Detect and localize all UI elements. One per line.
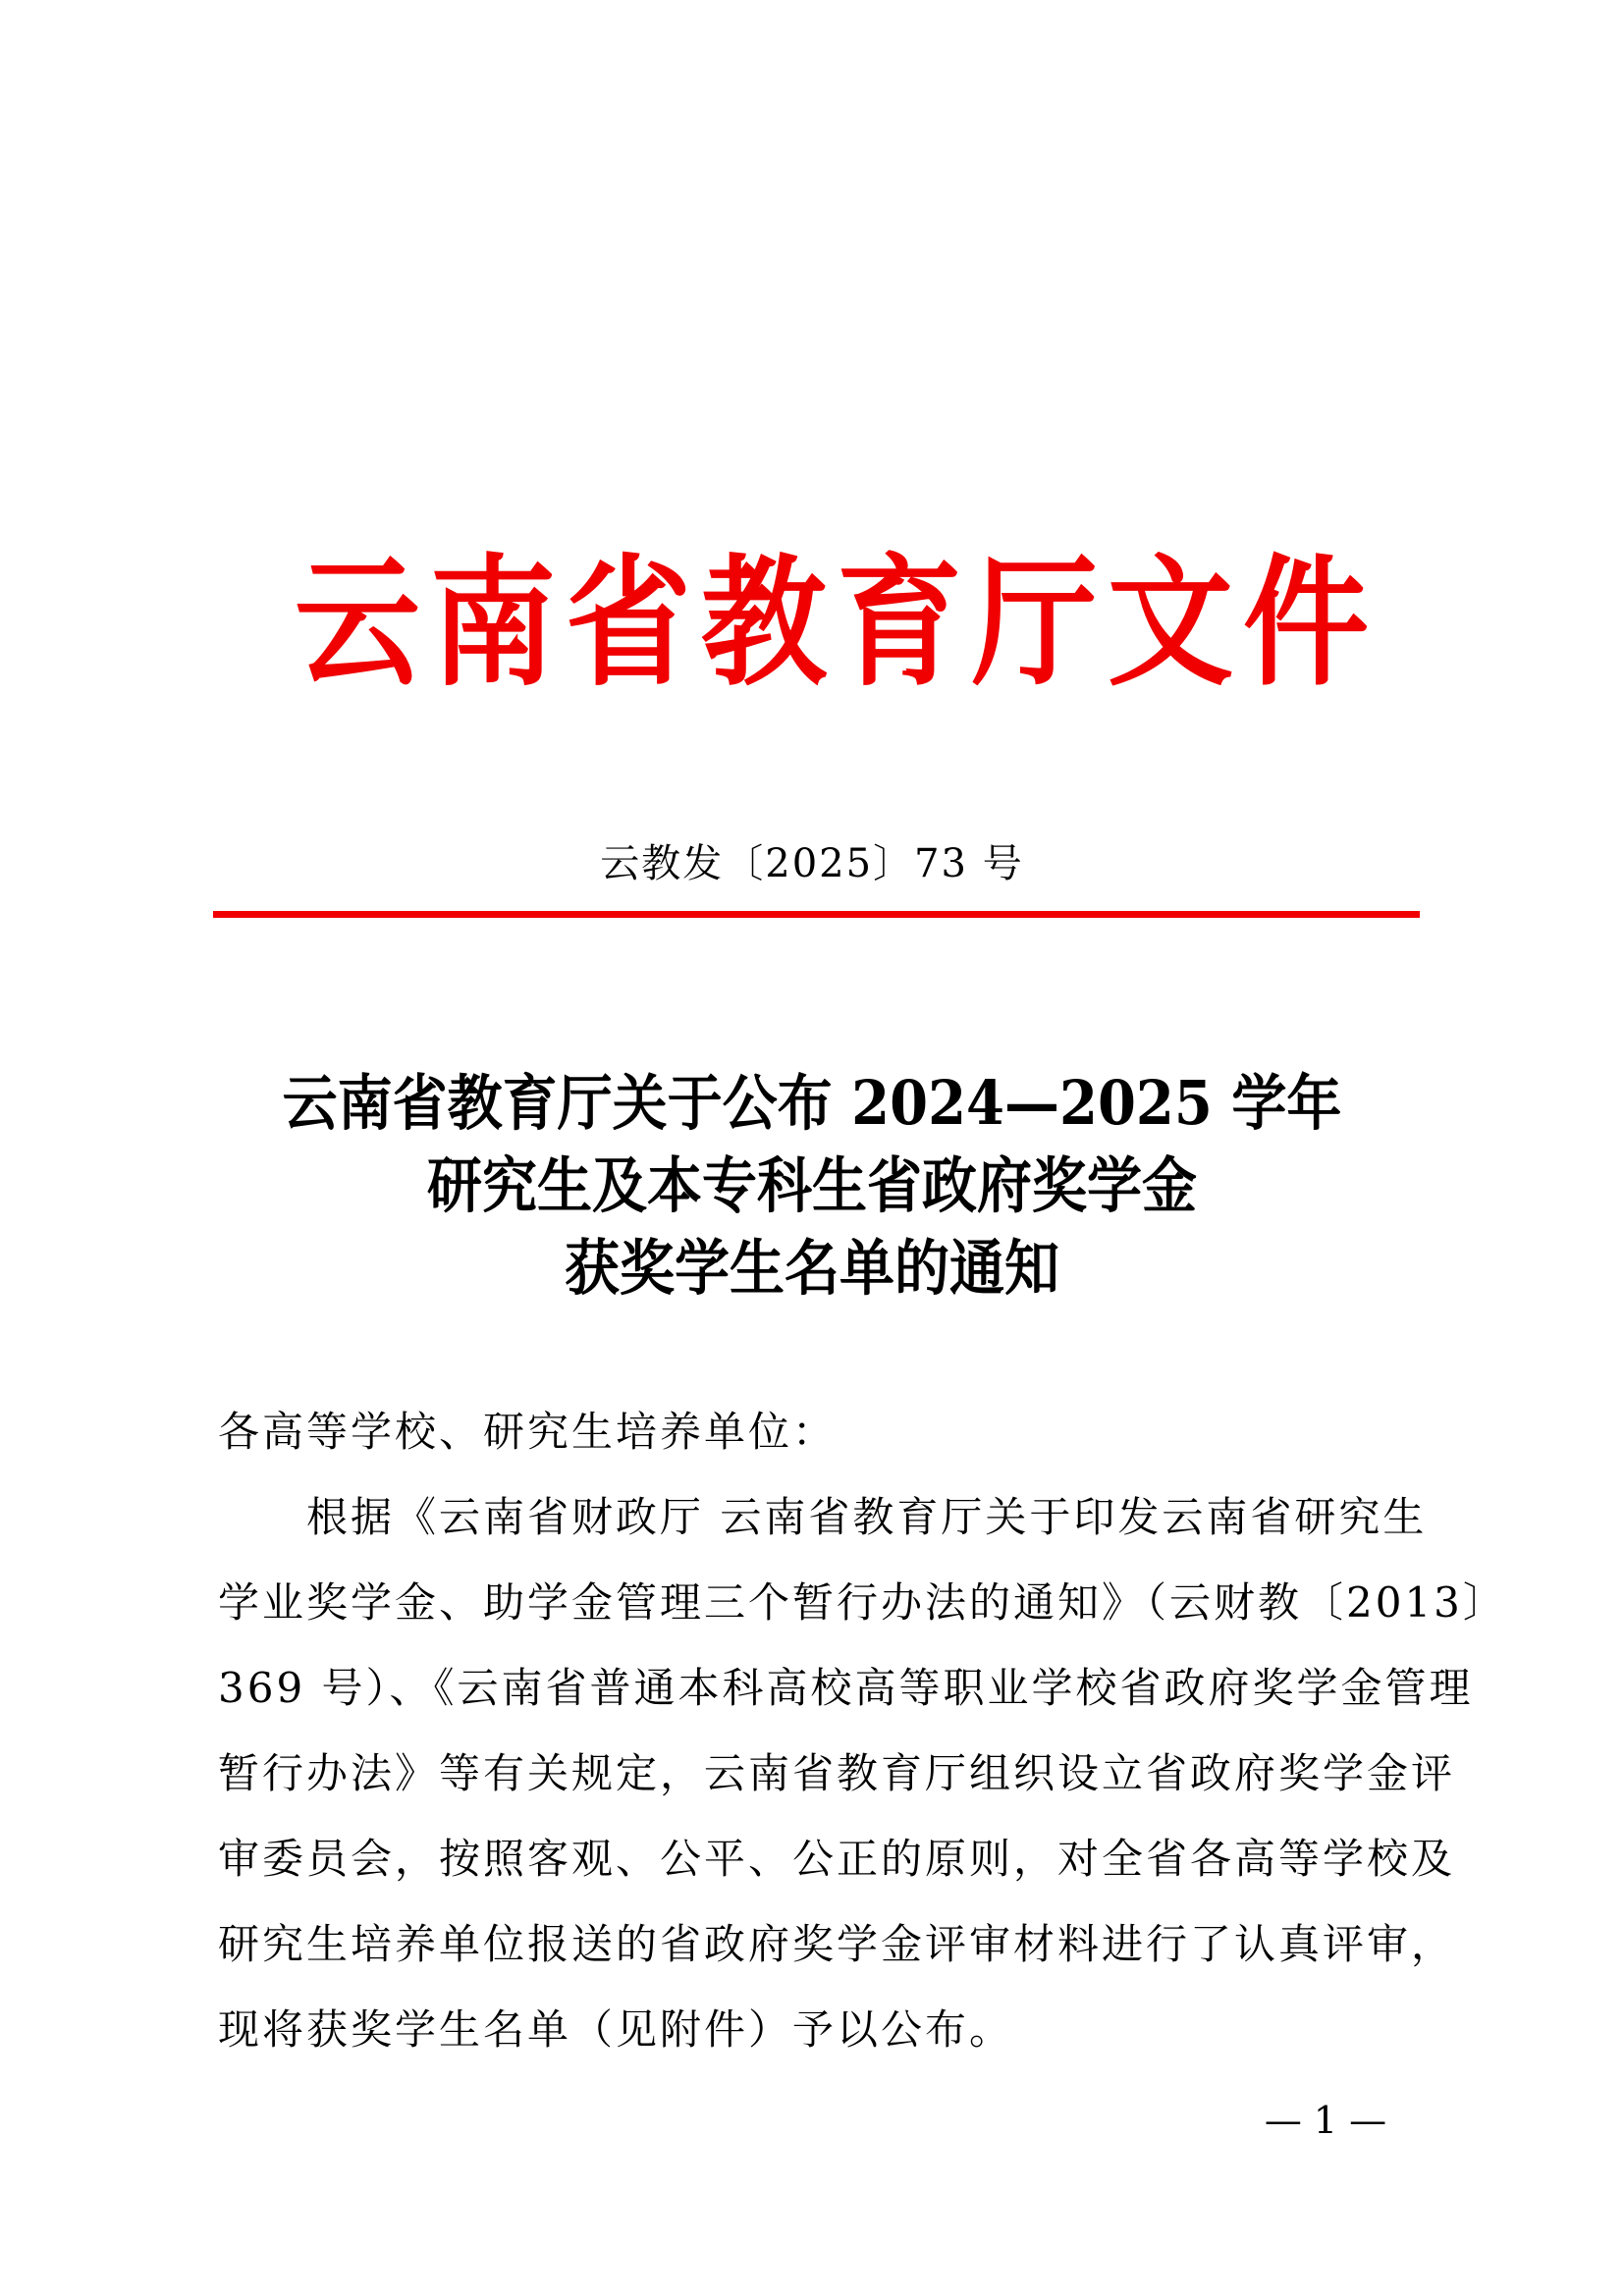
paragraph-line: 学业奖学金、助学金管理三个暂行办法的通知》（云财教〔2013〕: [218, 1578, 1507, 1627]
paragraph-line: 研究生培养单位报送的省政府奖学金评审材料进行了认真评审，: [218, 1920, 1456, 1968]
title-line-3: 获奖学生名单的通知: [565, 1232, 1059, 1305]
salutation: 各高等学校、研究生培养单位：: [218, 1408, 838, 1456]
notice-title: [0, 1062, 1624, 1309]
paragraph-line: 审委员会，按照客观、公平、公正的原则，对全省各高等学校及: [218, 1835, 1456, 1883]
paragraph-line: 现将获奖学生名单（见附件）予以公布。: [218, 2005, 1014, 2054]
masthead-title: 云南省教育厅文件: [295, 541, 1380, 706]
document-number: 云教发〔2025〕73 号: [600, 841, 1024, 886]
title-line-2: 研究生及本专科生省政府奖学金: [427, 1149, 1197, 1222]
paragraph-line: 暂行办法》等有关规定，云南省教育厅组织设立省政府奖学金评: [218, 1749, 1456, 1797]
body-paragraph: [218, 1474, 1507, 2072]
paragraph-line: 根据《云南省财政厅 云南省教育厅关于印发云南省研究生: [306, 1493, 1428, 1541]
paragraph-line: 369 号）、《云南省普通本科高校高等职业学校省政府奖学金管理: [218, 1664, 1474, 1712]
red-divider-rule: [213, 911, 1420, 918]
page-number: — 1 —: [1264, 2099, 1387, 2142]
title-line-1: 云南省教育厅关于公布 2024—2025 学年: [282, 1067, 1342, 1140]
